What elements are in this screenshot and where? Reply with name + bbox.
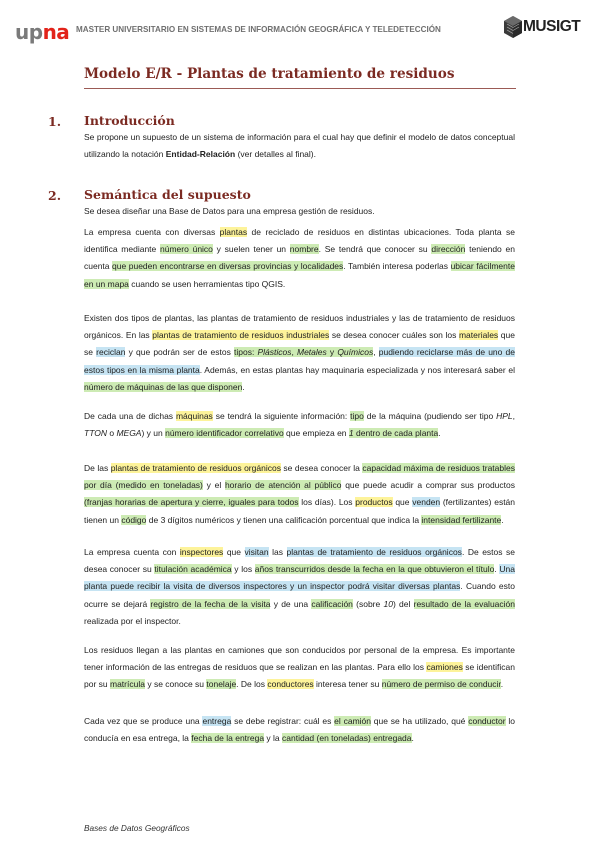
text-run: se tendrá la siguiente información:: [212, 411, 351, 421]
text-run: de la máquina (pudiendo ser tipo: [363, 411, 497, 421]
title-divider: [84, 88, 516, 89]
text-run: y de una: [270, 598, 312, 609]
highlighted-term: dentro de cada planta: [353, 428, 439, 439]
musigt-wordmark: MUSIGT: [523, 18, 581, 35]
highlighted-term: resultado de la evaluación: [413, 598, 515, 609]
text-run: se identifican por su: [84, 662, 515, 690]
text-run: lo conducía en esa entrega, la: [84, 716, 515, 744]
highlighted-term: número de permiso de conducir: [381, 679, 501, 690]
highlighted-term: nombre: [289, 244, 319, 255]
highlighted-term: máquinas: [175, 411, 213, 421]
text-run: y se conoce su: [144, 679, 207, 690]
paragraph: [84, 129, 515, 163]
text-run: que empieza en: [283, 428, 349, 439]
highlighted-term: plantas de tratamiento de residuos orgánicos: [286, 547, 462, 557]
text-run: . Se tendrá que conocer su: [318, 244, 432, 255]
paragraph: [84, 713, 515, 747]
text-run: La empresa cuenta con diversas: [84, 227, 220, 237]
highlighted-term: visitan: [244, 547, 269, 557]
paragraph: [84, 310, 515, 396]
text-run: y el: [202, 480, 225, 491]
text-run: de reciclado de residuos en distintas ubicaciones. Toda planta se identifica mediante: [84, 227, 515, 255]
text-run: Se propone un supuesto de un sistema de información para el cual hay que definir el modelo de datos conceptual utilizando la notación: [84, 132, 515, 160]
text-run: De las: [84, 463, 111, 473]
highlighted-term: matrícula: [110, 679, 145, 690]
highlighted-term: capacidad máxima de residuos tratables por día: [84, 463, 515, 491]
highlighted-term: dirección: [431, 244, 466, 255]
text-run: .: [242, 381, 245, 392]
upna-logo: upna: [15, 20, 70, 44]
highlighted-term: pudiendo reciclarse más de uno de estos tipos en la misma planta: [84, 347, 515, 375]
text-run: . También interesa poderlas: [343, 261, 451, 272]
text-run: (sobre: [352, 598, 384, 609]
text-run: .: [500, 679, 504, 690]
highlighted-term: tipos:: [233, 347, 258, 358]
text-run: ) y un: [141, 428, 166, 439]
highlighted-term: entrega: [202, 716, 232, 726]
text-run: Los residuos llegan a las plantas en camiones que son conducidos por personal de la empresa. Es importante tener información de las entregas de residuos que se realizan en las plantas. Para ello los: [84, 645, 515, 673]
highlighted-term: reciclan: [96, 347, 126, 358]
highlighted-term: número identificador correlativo: [165, 428, 284, 439]
highlighted-term: conductor: [468, 716, 506, 726]
highlighted-term: (medido en toneladas): [111, 480, 203, 491]
highlighted-term: años transcurridos desde la fecha en la que obtuvieron el título: [254, 564, 495, 575]
highlighted-term: horario de atención al público: [224, 480, 342, 491]
text-run: (ver detalles al final).: [235, 149, 316, 160]
text-run: . Además, en estas plantas hay maquinaria especializada y nos interesará saber el: [199, 364, 515, 375]
text-run: y la: [264, 733, 283, 744]
text-run: teniendo en cuenta: [84, 244, 515, 272]
text-run: La empresa cuenta con: [84, 547, 180, 557]
paragraph: [84, 408, 515, 442]
text-run: .: [438, 428, 441, 439]
text-run: .: [411, 733, 414, 744]
text-run: Cada vez que se produce una: [84, 716, 203, 726]
highlighted-term: registro de la fecha de la visita: [150, 598, 271, 609]
section-1-title: Introducción: [84, 113, 175, 128]
highlighted-term: que pueden encontrarse en diversas provincias y localidades: [112, 261, 344, 272]
text-run: que: [223, 547, 245, 557]
text-run: y los: [231, 564, 255, 575]
program-title: MASTER UNIVERSITARIO EN SISTEMAS DE INFORMACIÓN GEOGRÁFICA Y TELEDETECCIÓN: [76, 25, 441, 34]
text-run: . Cuando esto ocurre se dejará: [84, 581, 515, 609]
text-run: se desea conocer la: [280, 463, 363, 473]
highlighted-term: tonelaje: [206, 679, 237, 690]
text-run: y que podrán ser de estos: [125, 347, 234, 358]
section-2-title: Semántica del supuesto: [84, 187, 251, 202]
highlighted-term: calificación: [311, 598, 353, 609]
paragraph: [84, 544, 515, 630]
paragraph: [84, 460, 515, 529]
text-run: .: [494, 564, 500, 575]
highlighted-term: Plásticos: [257, 347, 292, 358]
highlighted-term: fecha de la entrega: [191, 733, 265, 744]
highlighted-term: venden: [412, 497, 441, 508]
section-2-number: 2.: [48, 188, 62, 203]
highlighted-term: ,: [291, 347, 297, 358]
highlighted-term: y: [326, 347, 338, 358]
highlighted-term: tipo: [350, 411, 364, 421]
text-run: de 3 dígitos numéricos y tienen una calificación porcentual que indica la: [146, 514, 422, 525]
highlighted-term: camiones: [426, 662, 463, 673]
highlighted-term: código: [121, 514, 147, 525]
highlighted-term: conductores: [267, 679, 314, 690]
highlighted-term: plantas: [219, 227, 248, 237]
text-run: que: [392, 497, 413, 508]
text-run: Entidad-Relación: [165, 149, 236, 160]
text-run: De cada una de dichas: [84, 411, 176, 421]
text-run: se debe registrar: cuál es: [231, 716, 335, 726]
text-run: HPL: [496, 411, 513, 421]
text-run: (fertilizantes) están tienen un: [84, 497, 516, 525]
text-run: las: [268, 547, 287, 557]
footer-course: Bases de Datos Geográficos: [84, 823, 190, 833]
text-run: MEGA: [116, 428, 142, 439]
highlighted-term: cantidad: [282, 733, 315, 744]
section-1-number: 1.: [48, 114, 62, 129]
highlighted-term: (franjas horarias de apertura y cierre, iguales para todos: [84, 497, 299, 508]
highlighted-term: Químicos: [337, 347, 374, 358]
text-run: ,: [373, 347, 379, 358]
highlighted-term: plantas de tratamiento de residuos orgánicos: [110, 463, 281, 473]
highlighted-term: ubicar fácilmente en un mapa: [84, 261, 515, 289]
highlighted-term: Una planta puede recibir la visita de diversos inspectores y un inspector podrá visitar diversas plantas: [84, 564, 515, 592]
text-run: .: [501, 514, 504, 525]
highlighted-term: materiales: [458, 330, 499, 341]
text-run: . De estos se desea conocer su: [84, 547, 516, 575]
musigt-logo: [503, 15, 589, 41]
text-run: que puede acudir a comprar sus productos: [341, 480, 515, 491]
text-run: y suelen tener un: [212, 244, 290, 255]
highlighted-term: Metales: [296, 347, 327, 358]
text-run: TTON: [84, 428, 107, 439]
text-run: . De los: [236, 679, 268, 690]
cube-logo-icon: [503, 15, 523, 39]
highlighted-term: inspectores: [179, 547, 224, 557]
text-run: interesa tener su: [313, 679, 382, 690]
paragraph: [84, 203, 515, 220]
highlighted-term: intensidad fertilizante: [421, 514, 502, 525]
highlighted-term: productos: [355, 497, 393, 508]
text-run: realizada por el inspector.: [84, 615, 181, 626]
highlighted-term: (en toneladas) entregada: [314, 733, 412, 744]
text-run: 10: [383, 598, 393, 609]
highlighted-term: plantas de tratamiento de residuos industriales: [152, 330, 330, 341]
paragraph: [84, 642, 515, 694]
text-run: los días). Los: [298, 497, 356, 508]
text-run: que se: [84, 330, 515, 358]
text-run: ,: [512, 411, 516, 421]
highlighted-term: 1: [348, 428, 354, 439]
text-run: Existen dos tipos de plantas, las plantas de tratamiento de residuos industriales y las de tratamiento de residuos orgánicos. En las: [84, 313, 515, 341]
document-title: Modelo E/R - Plantas de tratamiento de residuos: [84, 66, 455, 82]
highlighted-term: el camión: [334, 716, 371, 726]
highlighted-term: titulación académica: [154, 564, 232, 575]
text-run: cuando se usen herramientas tipo QGIS.: [128, 278, 286, 289]
highlighted-term: número único: [160, 244, 213, 255]
text-run: se desea conocer cuáles son los: [329, 330, 459, 341]
text-run: ) del: [392, 598, 414, 609]
highlighted-term: número de máquinas de las que disponen: [84, 381, 243, 392]
text-run: que se ha utilizado, qué: [371, 716, 469, 726]
text-run: o: [106, 428, 117, 439]
paragraph: [84, 224, 515, 293]
text-run: Se desea diseñar una Base de Datos para una empresa gestión de residuos.: [84, 206, 375, 216]
